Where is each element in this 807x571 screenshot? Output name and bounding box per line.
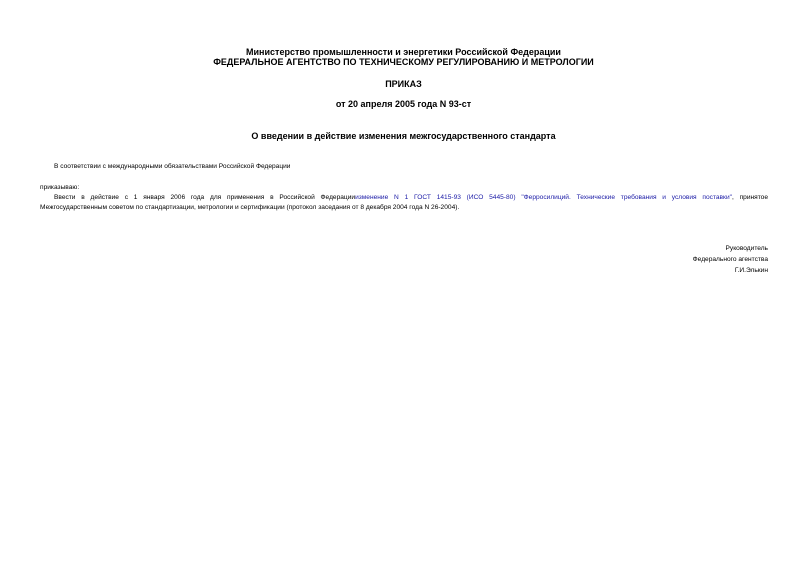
paragraph-end-text: Межгосударственным советом по стандартизации, метрологии и сертификации (протокол заседания от 8 декабря 2004 года N 26-2004). xyxy=(40,204,460,211)
agency-title: ФЕДЕРАЛЬНОЕ АГЕНТСТВО ПО ТЕХНИЧЕСКОМУ РЕГУЛИРОВАНИЮ И МЕТРОЛОГИИ xyxy=(213,57,594,67)
ministry-title: Министерство промышленности и энергетики Российской Федерации xyxy=(246,47,561,57)
document-type: ПРИКАЗ xyxy=(385,79,422,89)
amendment-link[interactable]: изменение N 1 ГОСТ 1415-93 (ИСО 5445-80) "Ферросилиций. Технические требования и условия поставки" xyxy=(355,194,732,201)
signature-title: Руководитель xyxy=(725,245,768,252)
document-subject: О введении в действие изменения межгосударственного стандарта xyxy=(251,131,556,141)
signature-name: Г.И.Элькин xyxy=(734,267,768,274)
signature-block xyxy=(693,243,768,276)
preamble-text: В соответствии с международными обязательствами Российской Федерации xyxy=(54,163,291,170)
order-word: приказываю: xyxy=(40,184,80,191)
order-paragraph xyxy=(40,193,768,213)
paragraph-start-text: Ввести в действие с 1 января 2006 года для применения в Российской Федерации xyxy=(54,194,356,201)
signature-org: Федерального агентства xyxy=(692,256,768,263)
paragraph-mid-text: , принятое xyxy=(731,194,768,201)
document-date: от 20 апреля 2005 года N 93-ст xyxy=(335,99,472,109)
order-paragraph-line-1 xyxy=(40,193,768,203)
